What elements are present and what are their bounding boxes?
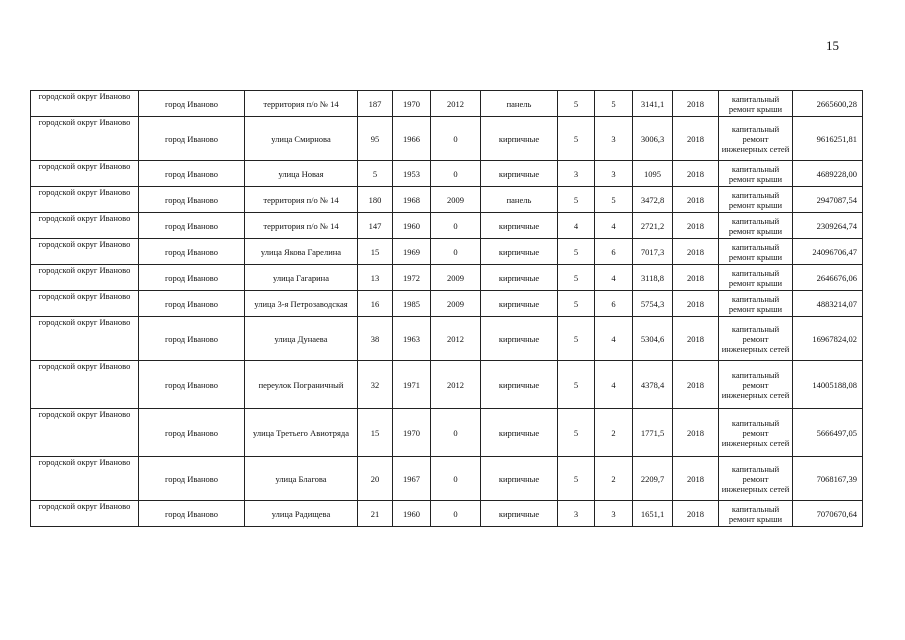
cell-wall-material: кирпичные [481, 265, 558, 291]
cell-area: 4378,4 [633, 361, 673, 409]
cell-floors: 5 [558, 291, 595, 317]
cell-cost: 7070670,64 [793, 501, 863, 527]
cell-municipality: городской округ Иваново [31, 239, 139, 265]
cell-build-year: 1968 [393, 187, 431, 213]
cell-settlement: город Иваново [139, 239, 245, 265]
cell-last-repair-year: 2009 [431, 187, 481, 213]
cell-municipality: городской округ Иваново [31, 91, 139, 117]
cell-last-repair-year: 0 [431, 501, 481, 527]
cell-settlement: город Иваново [139, 213, 245, 239]
cell-entrances: 3 [595, 117, 633, 161]
cell-entrances: 2 [595, 457, 633, 501]
table-row [31, 187, 863, 213]
cell-municipality: городской округ Иваново [31, 409, 139, 457]
cell-municipality: городской округ Иваново [31, 265, 139, 291]
cell-wall-material: кирпичные [481, 161, 558, 187]
table-row [31, 457, 863, 501]
cell-wall-material: кирпичные [481, 501, 558, 527]
cell-plan-year: 2018 [673, 265, 719, 291]
cell-wall-material: кирпичные [481, 291, 558, 317]
cell-last-repair-year: 2009 [431, 291, 481, 317]
cell-street: переулок Пограничный [245, 361, 358, 409]
cell-house-number: 15 [358, 239, 393, 265]
cell-work-type: капитальный ремонт крыши [719, 239, 793, 265]
cell-last-repair-year: 2009 [431, 265, 481, 291]
cell-settlement: город Иваново [139, 457, 245, 501]
cell-wall-material: кирпичные [481, 239, 558, 265]
cell-floors: 5 [558, 409, 595, 457]
cell-floors: 5 [558, 317, 595, 361]
cell-cost: 5666497,05 [793, 409, 863, 457]
cell-wall-material: кирпичные [481, 361, 558, 409]
cell-house-number: 13 [358, 265, 393, 291]
cell-wall-material: панель [481, 187, 558, 213]
cell-street: территория п/о № 14 [245, 213, 358, 239]
cell-house-number: 16 [358, 291, 393, 317]
cell-street: территория п/о № 14 [245, 187, 358, 213]
cell-floors: 5 [558, 265, 595, 291]
cell-house-number: 5 [358, 161, 393, 187]
table-row [31, 239, 863, 265]
cell-settlement: город Иваново [139, 361, 245, 409]
cell-house-number: 20 [358, 457, 393, 501]
cell-street: улица Якова Гарелина [245, 239, 358, 265]
cell-entrances: 2 [595, 409, 633, 457]
cell-street: улица Третьего Авиотряда [245, 409, 358, 457]
cell-floors: 3 [558, 161, 595, 187]
table-row [31, 501, 863, 527]
cell-wall-material: кирпичные [481, 457, 558, 501]
cell-floors: 5 [558, 187, 595, 213]
cell-house-number: 180 [358, 187, 393, 213]
cell-settlement: город Иваново [139, 117, 245, 161]
cell-floors: 5 [558, 117, 595, 161]
cell-entrances: 6 [595, 291, 633, 317]
cell-settlement: город Иваново [139, 187, 245, 213]
cell-plan-year: 2018 [673, 457, 719, 501]
cell-build-year: 1972 [393, 265, 431, 291]
cell-entrances: 4 [595, 265, 633, 291]
cell-area: 5304,6 [633, 317, 673, 361]
cell-entrances: 5 [595, 187, 633, 213]
cell-entrances: 6 [595, 239, 633, 265]
cell-street: улица Радищева [245, 501, 358, 527]
cell-cost: 16967824,02 [793, 317, 863, 361]
cell-floors: 4 [558, 213, 595, 239]
cell-municipality: городской округ Иваново [31, 291, 139, 317]
cell-cost: 24096706,47 [793, 239, 863, 265]
cell-last-repair-year: 0 [431, 239, 481, 265]
cell-build-year: 1960 [393, 213, 431, 239]
cell-last-repair-year: 2012 [431, 317, 481, 361]
cell-plan-year: 2018 [673, 187, 719, 213]
cell-municipality: городской округ Иваново [31, 457, 139, 501]
cell-area: 1771,5 [633, 409, 673, 457]
cell-work-type: капитальный ремонт крыши [719, 501, 793, 527]
cell-house-number: 15 [358, 409, 393, 457]
cell-entrances: 3 [595, 501, 633, 527]
cell-build-year: 1966 [393, 117, 431, 161]
table-row [31, 265, 863, 291]
cell-work-type: капитальный ремонт крыши [719, 265, 793, 291]
table-row [31, 161, 863, 187]
table-row [31, 291, 863, 317]
cell-cost: 4689228,00 [793, 161, 863, 187]
cell-entrances: 3 [595, 161, 633, 187]
cell-build-year: 1953 [393, 161, 431, 187]
cell-last-repair-year: 2012 [431, 91, 481, 117]
cell-house-number: 147 [358, 213, 393, 239]
cell-wall-material: кирпичные [481, 317, 558, 361]
cell-house-number: 21 [358, 501, 393, 527]
cell-settlement: город Иваново [139, 265, 245, 291]
cell-area: 1095 [633, 161, 673, 187]
cell-last-repair-year: 0 [431, 409, 481, 457]
cell-cost: 2309264,74 [793, 213, 863, 239]
cell-cost: 9616251,81 [793, 117, 863, 161]
cell-cost: 4883214,07 [793, 291, 863, 317]
page-number: 15 [826, 38, 839, 53]
cell-municipality: городской округ Иваново [31, 361, 139, 409]
cell-street: улица 3-я Петрозаводская [245, 291, 358, 317]
cell-entrances: 4 [595, 361, 633, 409]
cell-settlement: город Иваново [139, 409, 245, 457]
cell-plan-year: 2018 [673, 161, 719, 187]
cell-floors: 5 [558, 361, 595, 409]
cell-wall-material: кирпичные [481, 213, 558, 239]
cell-cost: 2947087,54 [793, 187, 863, 213]
cell-plan-year: 2018 [673, 317, 719, 361]
cell-work-type: капитальный ремонт инженерных сетей [719, 409, 793, 457]
cell-plan-year: 2018 [673, 213, 719, 239]
cell-last-repair-year: 2012 [431, 361, 481, 409]
table-row [31, 91, 863, 117]
table-row [31, 361, 863, 409]
cell-plan-year: 2018 [673, 239, 719, 265]
cell-area: 3118,8 [633, 265, 673, 291]
cell-entrances: 4 [595, 213, 633, 239]
cell-entrances: 4 [595, 317, 633, 361]
cell-settlement: город Иваново [139, 501, 245, 527]
cell-build-year: 1967 [393, 457, 431, 501]
cell-settlement: город Иваново [139, 91, 245, 117]
cell-municipality: городской округ Иваново [31, 117, 139, 161]
cell-area: 5754,3 [633, 291, 673, 317]
cell-build-year: 1969 [393, 239, 431, 265]
cell-house-number: 95 [358, 117, 393, 161]
cell-floors: 5 [558, 457, 595, 501]
cell-work-type: капитальный ремонт крыши [719, 187, 793, 213]
cell-build-year: 1971 [393, 361, 431, 409]
cell-house-number: 32 [358, 361, 393, 409]
cell-area: 2721,2 [633, 213, 673, 239]
cell-plan-year: 2018 [673, 91, 719, 117]
cell-work-type: капитальный ремонт инженерных сетей [719, 317, 793, 361]
cell-area: 3006,3 [633, 117, 673, 161]
cell-plan-year: 2018 [673, 501, 719, 527]
cell-municipality: городской округ Иваново [31, 161, 139, 187]
cell-area: 3141,1 [633, 91, 673, 117]
cell-area: 1651,1 [633, 501, 673, 527]
cell-plan-year: 2018 [673, 291, 719, 317]
cell-area: 2209,7 [633, 457, 673, 501]
cell-work-type: капитальный ремонт крыши [719, 91, 793, 117]
cell-work-type: капитальный ремонт крыши [719, 213, 793, 239]
cell-street: улица Новая [245, 161, 358, 187]
cell-street: территория п/о № 14 [245, 91, 358, 117]
cell-cost: 7068167,39 [793, 457, 863, 501]
cell-municipality: городской округ Иваново [31, 501, 139, 527]
cell-settlement: город Иваново [139, 291, 245, 317]
cell-wall-material: кирпичные [481, 117, 558, 161]
cell-floors: 5 [558, 239, 595, 265]
cell-work-type: капитальный ремонт инженерных сетей [719, 457, 793, 501]
cell-house-number: 187 [358, 91, 393, 117]
cell-plan-year: 2018 [673, 361, 719, 409]
cell-plan-year: 2018 [673, 117, 719, 161]
cell-floors: 3 [558, 501, 595, 527]
cell-wall-material: кирпичные [481, 409, 558, 457]
cell-entrances: 5 [595, 91, 633, 117]
cell-municipality: городской округ Иваново [31, 213, 139, 239]
cell-build-year: 1960 [393, 501, 431, 527]
cell-street: улица Благова [245, 457, 358, 501]
cell-cost: 2665600,28 [793, 91, 863, 117]
table-row [31, 409, 863, 457]
cell-build-year: 1963 [393, 317, 431, 361]
cell-wall-material: панель [481, 91, 558, 117]
cell-build-year: 1970 [393, 409, 431, 457]
cell-area: 7017,3 [633, 239, 673, 265]
cell-work-type: капитальный ремонт инженерных сетей [719, 117, 793, 161]
repair-program-table [30, 90, 863, 527]
cell-municipality: городской округ Иваново [31, 317, 139, 361]
cell-floors: 5 [558, 91, 595, 117]
cell-settlement: город Иваново [139, 317, 245, 361]
cell-last-repair-year: 0 [431, 161, 481, 187]
cell-settlement: город Иваново [139, 161, 245, 187]
cell-cost: 14005188,08 [793, 361, 863, 409]
cell-build-year: 1970 [393, 91, 431, 117]
cell-work-type: капитальный ремонт крыши [719, 291, 793, 317]
cell-area: 3472,8 [633, 187, 673, 213]
cell-street: улица Смирнова [245, 117, 358, 161]
cell-build-year: 1985 [393, 291, 431, 317]
cell-work-type: капитальный ремонт крыши [719, 161, 793, 187]
cell-last-repair-year: 0 [431, 117, 481, 161]
table-row [31, 317, 863, 361]
cell-municipality: городской округ Иваново [31, 187, 139, 213]
table-row [31, 117, 863, 161]
cell-work-type: капитальный ремонт инженерных сетей [719, 361, 793, 409]
table-row [31, 213, 863, 239]
cell-street: улица Дунаева [245, 317, 358, 361]
cell-house-number: 38 [358, 317, 393, 361]
cell-street: улица Гагарина [245, 265, 358, 291]
cell-cost: 2646676,06 [793, 265, 863, 291]
cell-last-repair-year: 0 [431, 457, 481, 501]
cell-last-repair-year: 0 [431, 213, 481, 239]
cell-plan-year: 2018 [673, 409, 719, 457]
